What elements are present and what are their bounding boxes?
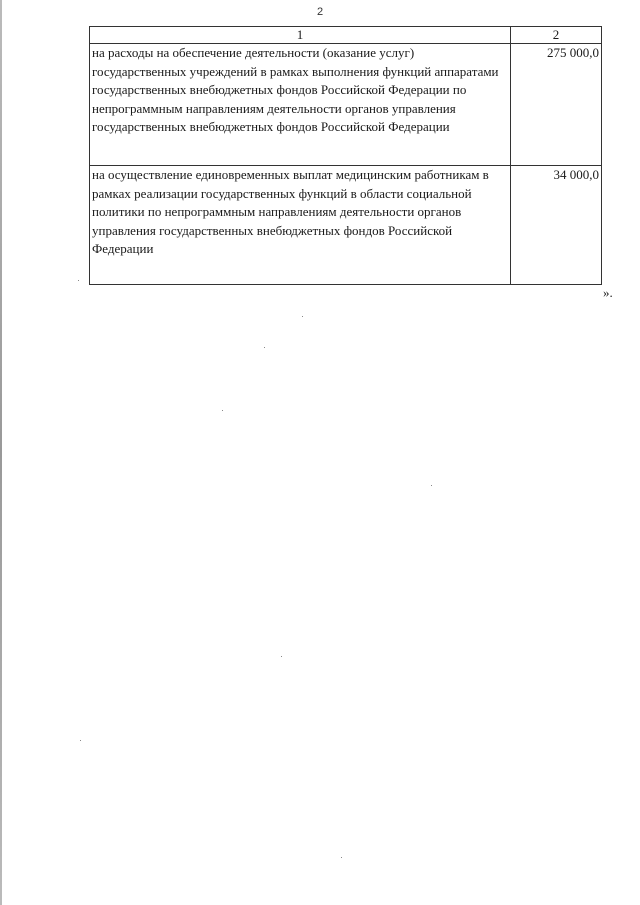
table-row: [90, 166, 602, 285]
scan-speck: [431, 485, 432, 486]
table-header-row: [90, 27, 602, 44]
row-amount: 275 000,0: [511, 44, 602, 166]
scan-left-edge: [0, 0, 2, 905]
scan-speck: [341, 857, 342, 858]
row-amount: 34 000,0: [511, 166, 602, 285]
scan-speck: [281, 656, 282, 657]
scan-speck: [264, 347, 265, 348]
scan-speck: [78, 280, 79, 281]
closing-quote: ».: [603, 285, 613, 300]
row-description: на осуществление единовременных выплат медицинским работникам в рамках реализации государственных функций в области социальной политики по непрограммным направлениям деятельности органов управления государственных внебюджетных фондов Российской Федерации: [90, 166, 511, 285]
table-row: [90, 44, 602, 166]
row-description: на расходы на обеспечение деятельности (оказание услуг) государственных учреждений в рамках выполнения функций аппаратами государственных внебюджетных фондов Российской Федерации по непрограммным направлениям деятельности органов управления государственных внебюджетных фондов Российской Федерации: [90, 44, 511, 166]
page-number: 2: [316, 6, 324, 18]
budget-table: [89, 26, 602, 285]
scan-speck: [80, 740, 81, 741]
header-cell-1: 1: [90, 27, 511, 44]
scan-speck: [302, 316, 303, 317]
header-cell-2: 2: [511, 27, 602, 44]
scan-speck: [222, 410, 223, 411]
